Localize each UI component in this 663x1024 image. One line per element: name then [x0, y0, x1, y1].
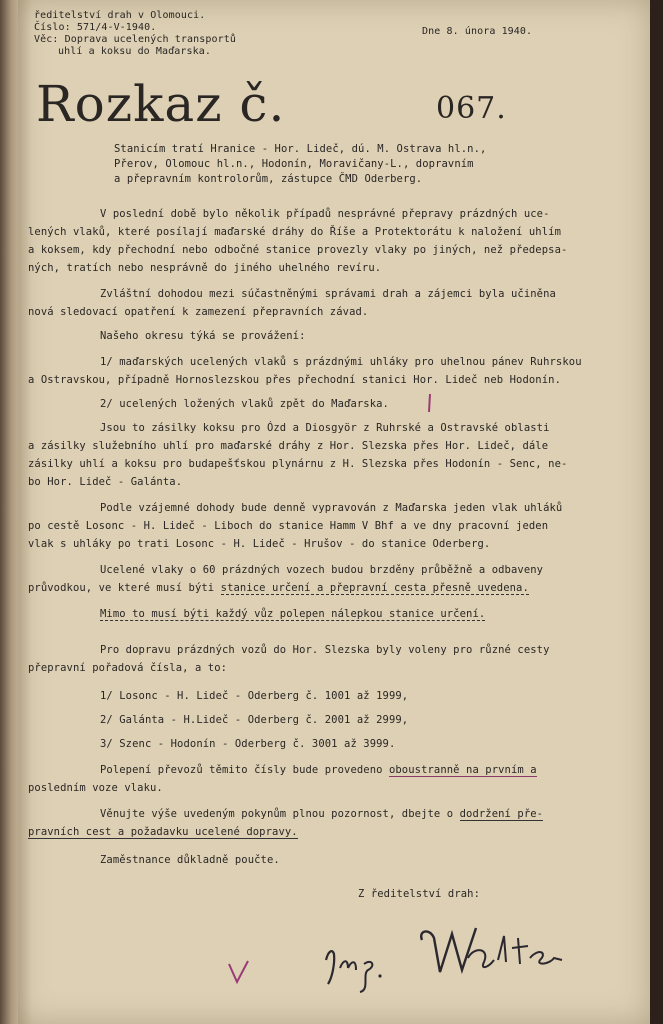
- paragraph-line: Ucelené vlaky o 60 prázdných vozech budou brzděny průběžně a odbaveny: [100, 564, 544, 576]
- underlined-text: dodržení pře-: [459, 808, 544, 820]
- paragraph-line: a zásilky služebního uhlí pro maďarské dráhy z Hor. Slezska přes Hor. Lideč, dále: [28, 440, 549, 452]
- paragraph-line: Zaměstnance důkladně poučte.: [100, 854, 280, 866]
- pencil-mark-icon: [426, 392, 434, 414]
- route-item: 1/ Losonc - H. Lideč - Oderberg č. 1001 až 1999,: [100, 690, 409, 702]
- paragraph-line: Jsou to zásilky koksu pro Ózd a Diosgyör z Ruhrské a Ostravské oblasti: [100, 422, 550, 434]
- paragraph-line: V poslední době bylo několik případů nesprávné přepravy prázdných uce-: [100, 208, 550, 220]
- paragraph-line: posledním voze vlaku.: [28, 782, 163, 794]
- header-number: Číslo: 571/4-V-1940.: [34, 22, 157, 33]
- header-date: Dne 8. února 1940.: [422, 26, 533, 37]
- list-item: 1/ maďarských ucelených vlaků s prázdnými uhláky pro uhelnou pánev Ruhrskou: [100, 356, 582, 368]
- recipients-line: Přerov, Olomouc hl.n., Hodonín, Moravičany-L., dopravním: [114, 158, 474, 170]
- signature-icon: [318, 918, 578, 998]
- paragraph-text: Věnujte výše uvedeným pokynům plnou pozornost, dbejte o: [100, 808, 460, 820]
- route-item: 3/ Szenc - Hodonín - Oderberg č. 3001 až 3999.: [100, 738, 396, 750]
- check-mark-icon: [226, 958, 252, 986]
- paragraph-line: Podle vzájemné dohody bude denně vypravován z Maďarska jeden vlak uhláků: [100, 502, 563, 514]
- paragraph-line: po cestě Losonc - H. Lideč - Liboch do stanice Hamm V Bhf a ve dny pracovní jeden: [28, 520, 549, 532]
- paragraph-line: přepravní pořadová čísla, a to:: [28, 662, 228, 674]
- header-office: ředitelství drah v Olomouci.: [34, 10, 206, 21]
- paragraph-line: Pro dopravu prázdných vozů do Hor. Slezska byly voleny pro různé cesty: [100, 644, 550, 656]
- header-subject: Věc: Doprava ucelených transportů: [34, 34, 236, 45]
- document-page: [18, 0, 650, 1024]
- paragraph-line: nová sledovací opatření k zamezení přepravních závad.: [28, 306, 369, 318]
- closing-line: Z ředitelství drah:: [358, 888, 481, 900]
- paragraph-line: ných, tratích nebo nesprávně do jiného uhelného revíru.: [28, 262, 382, 274]
- paragraph-line: [100, 608, 485, 620]
- paragraph-line: zásilky uhlí a koksu pro budapešťskou plynárnu z H. Slezska přes Hodonín - Senc, ne-: [28, 458, 568, 470]
- paragraph-line: lených vlaků, které posílají maďarské dráhy do Říše a Protektorátu k naložení uhlím: [28, 226, 561, 238]
- paragraph-line: [28, 826, 298, 838]
- paragraph-line: [100, 808, 543, 820]
- document-title: Rozkaz č.: [36, 75, 286, 133]
- underlined-text: pravních cest a požadavku ucelené dopravy.: [28, 826, 298, 838]
- list-item: a Ostravskou, případně Hornoslezskou přes přechodní stanici Hor. Lideč neb Hodonín.: [28, 374, 561, 386]
- paragraph-line: vlak s uhláky po trati Losonc - H. Lideč - Hrušov - do stanice Oderberg.: [28, 538, 491, 550]
- paragraph-line: Našeho okresu týká se provážení:: [100, 330, 306, 342]
- header-subject-cont: uhlí a koksu do Maďarska.: [58, 46, 212, 57]
- paragraph-line: [28, 582, 529, 594]
- paragraph-line: [100, 764, 537, 776]
- paragraph-text: průvodkou, ve které musí býti: [28, 582, 221, 594]
- paragraph-text: Polepení převozů těmito čísly bude provedeno: [100, 764, 389, 776]
- recipients-line: Stanicím tratí Hranice - Hor. Lideč, dú. M. Ostrava hl.n.,: [114, 143, 487, 155]
- paragraph-line: Zvláštní dohodou mezi súčastněnými správami drah a zájemci byla učiněna: [100, 288, 556, 300]
- scan-background: [650, 0, 663, 1024]
- document-title-number: 067.: [436, 91, 507, 126]
- underlined-text: stanice určení a přepravní cesta přesně uvedena.: [220, 582, 529, 594]
- list-item: 2/ ucelených ložených vlaků zpět do Maďarska.: [100, 398, 389, 410]
- underlined-text: Mimo to musí býti každý vůz polepen nálepkou stanice určení.: [100, 608, 486, 620]
- paragraph-line: bo Hor. Lideč - Galánta.: [28, 476, 183, 488]
- recipients-line: a přepravním kontrolorům, zástupce ČMD Oderberg.: [114, 173, 423, 185]
- paragraph-line: a koksem, kdy přechodní nebo odbočné stanice provezly vlaky po jiných, než předepsa-: [28, 244, 568, 256]
- underlined-text: oboustranně na prvním a: [388, 764, 537, 776]
- route-item: 2/ Galánta - H.Lideč - Oderberg č. 2001 až 2999,: [100, 714, 409, 726]
